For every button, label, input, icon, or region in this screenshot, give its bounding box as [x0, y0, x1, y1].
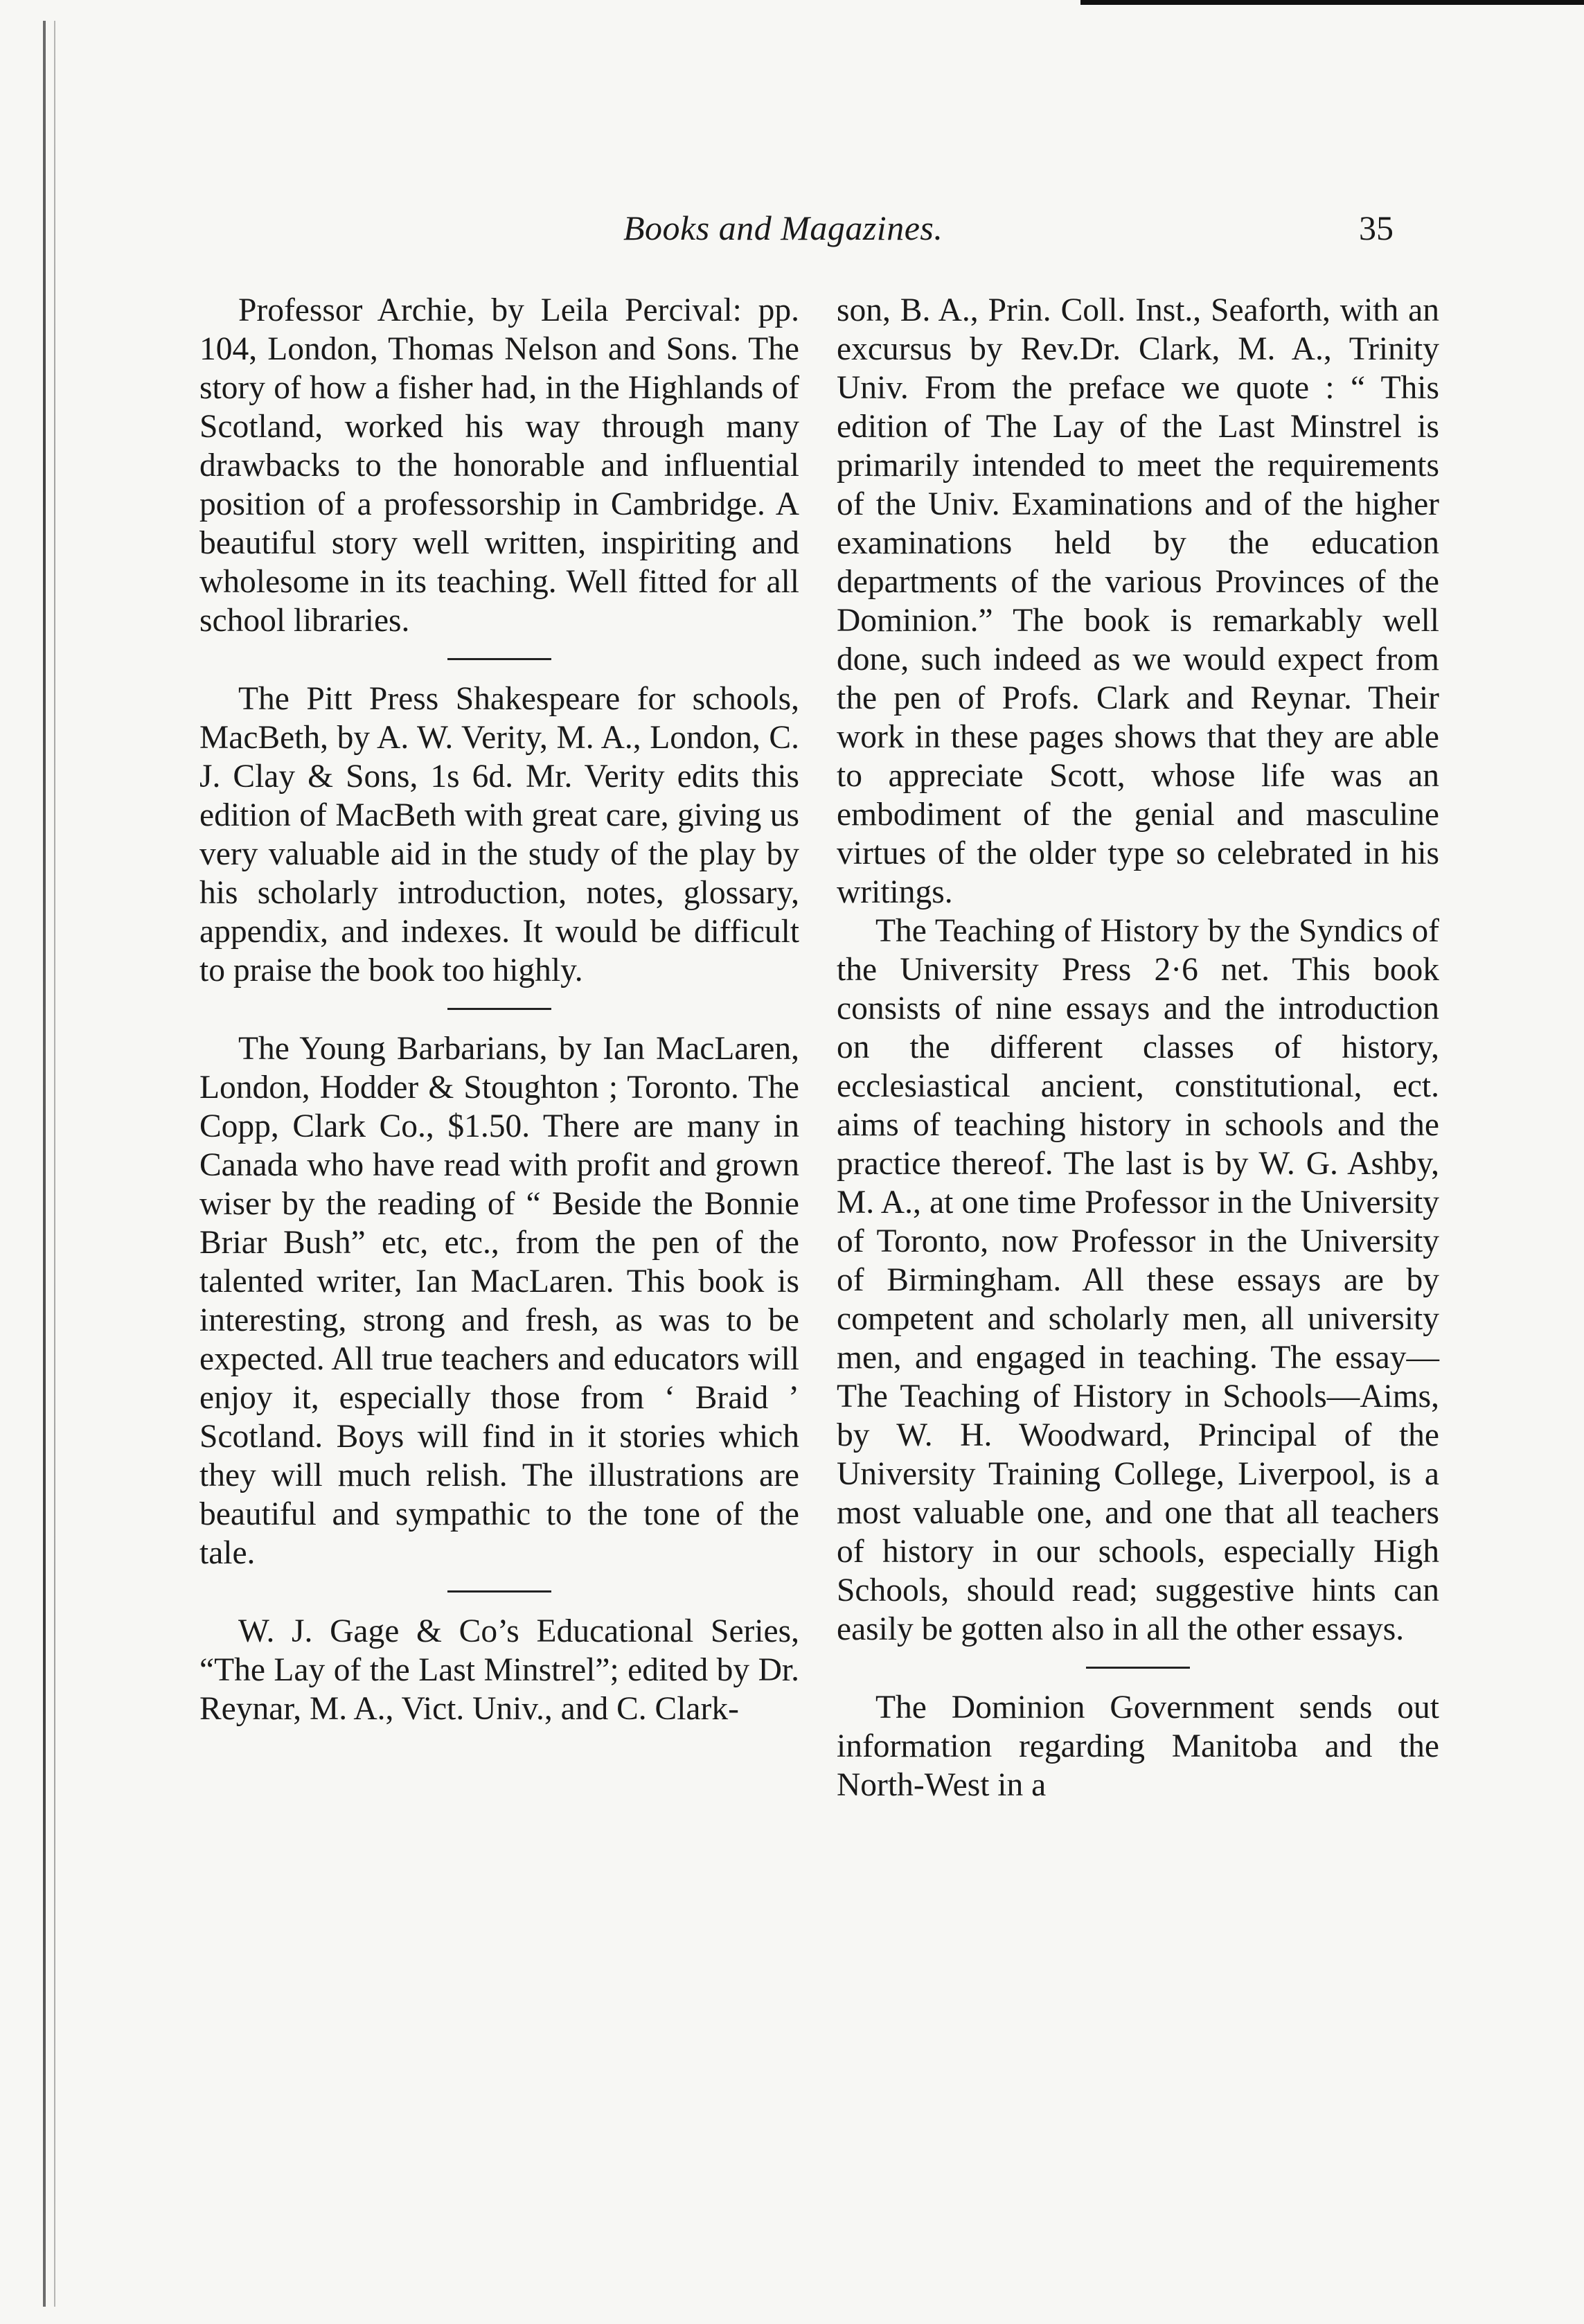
- section-divider: [447, 1590, 551, 1593]
- page-binding-edge: [43, 21, 46, 2307]
- entry-text: W. J. Gage & Co’s Educational Series, “The Lay of the Last Minstrel”; edited by Dr. Reynar, M. A., Vict. Univ., and C. Clark-: [199, 1613, 799, 1727]
- review-entry-macbeth: [199, 680, 799, 990]
- review-entry-teaching-of-history: [837, 912, 1439, 1649]
- review-entry-last-minstrel: [199, 1612, 799, 1728]
- review-entry-professor-archie: [199, 291, 799, 640]
- left-column: [199, 291, 799, 1728]
- section-divider: [447, 1008, 551, 1010]
- entry-text: The Teaching of History by the Syndics of the University Press 2·6 net. This book consists of nine essays and the introduction on the different classes of history, ecclesiastical ancient, constitutional, ect. aims of teaching history in schools and the practice thereof. The last is by W. G. Ashby, M. A., at one time Professor in the University of Toronto, now Professor in the University of Birmingham. All these essays are by competent and scholarly men, all university men, and engaged in teaching. The essay—The Teaching of History in Schools—Aims, by W. H. Woodward, Principal of the University Training College, Liverpool, is a most valuable one, and one that all teachers of history in our schools, especially High Schools, should read; suggestive hints can easily be gotten also in all the other essays.: [837, 913, 1439, 1647]
- review-entry-last-minstrel-continued: [837, 291, 1439, 912]
- entry-text: Professor Archie, by Leila Percival: pp. 104, London, Thomas Nelson and Sons. The story of how a fisher had, in the Highlands of Scotland, worked his way through many drawbacks to the honorable and influential position of a professorship in Cambridge. A beautiful story well written, inspiriting and wholesome in its teaching. Well fitted for all school libraries.: [199, 292, 799, 639]
- review-entry-dominion-government: [837, 1688, 1439, 1804]
- review-entry-young-barbarians: [199, 1029, 799, 1572]
- entry-text: son, B. A., Prin. Coll. Inst., Seaforth, with an excursus by Rev.Dr. Clark, M. A., Trinity Univ. From the preface we quote : “ This edition of The Lay of the Last Minstrel is primarily intended to meet the requirements of the Univ. Examinations and of the higher examinations held by the education departments of the various Provinces of the Dominion.” The book is remarkably well done, such indeed as we would expect from the pen of Profs. Clark and Reynar. Their work in these pages shows that they are able to appreciate Scott, whose life was an embodiment of the genial and masculine virtues of the older type so celebrated in his writings.: [837, 292, 1439, 910]
- entry-text: The Young Barbarians, by Ian MacLaren, London, Hodder & Stoughton ; Toronto. The Copp, Clark Co., $1.50. There are many in Canada who have read with profit and grown wiser by the reading of “ Beside the Bonnie Briar Bush” etc, etc., from the pen of the talented writer, Ian MacLaren. This book is interesting, strong and fresh, as was to be expected. All true teachers and educators will enjoy it, especially those from ‘ Braid ’ Scotland. Boys will find in it stories which they will much relish. The illustrations are beautiful and sympathic to the tone of the tale.: [199, 1031, 799, 1571]
- running-head: Books and Magazines.: [623, 209, 943, 247]
- entry-text: The Dominion Government sends out information regarding Manitoba and the North-West in a: [837, 1689, 1439, 1803]
- top-border-rule: [1080, 0, 1584, 5]
- section-divider: [1086, 1667, 1190, 1669]
- section-divider: [447, 658, 551, 660]
- entry-text: The Pitt Press Shakespeare for schools, MacBeth, by A. W. Verity, M. A., London, C. J. Clay & Sons, 1s 6d. Mr. Verity edits this edition of MacBeth with great care, giving us very valuable aid in the study of the play by his scholarly introduction, notes, glossary, appendix, and indexes. It would be difficult to praise the book too highly.: [199, 681, 799, 988]
- page-number: 35: [1359, 209, 1394, 247]
- right-column: [837, 291, 1439, 1804]
- page-binding-shadow: [54, 21, 55, 2307]
